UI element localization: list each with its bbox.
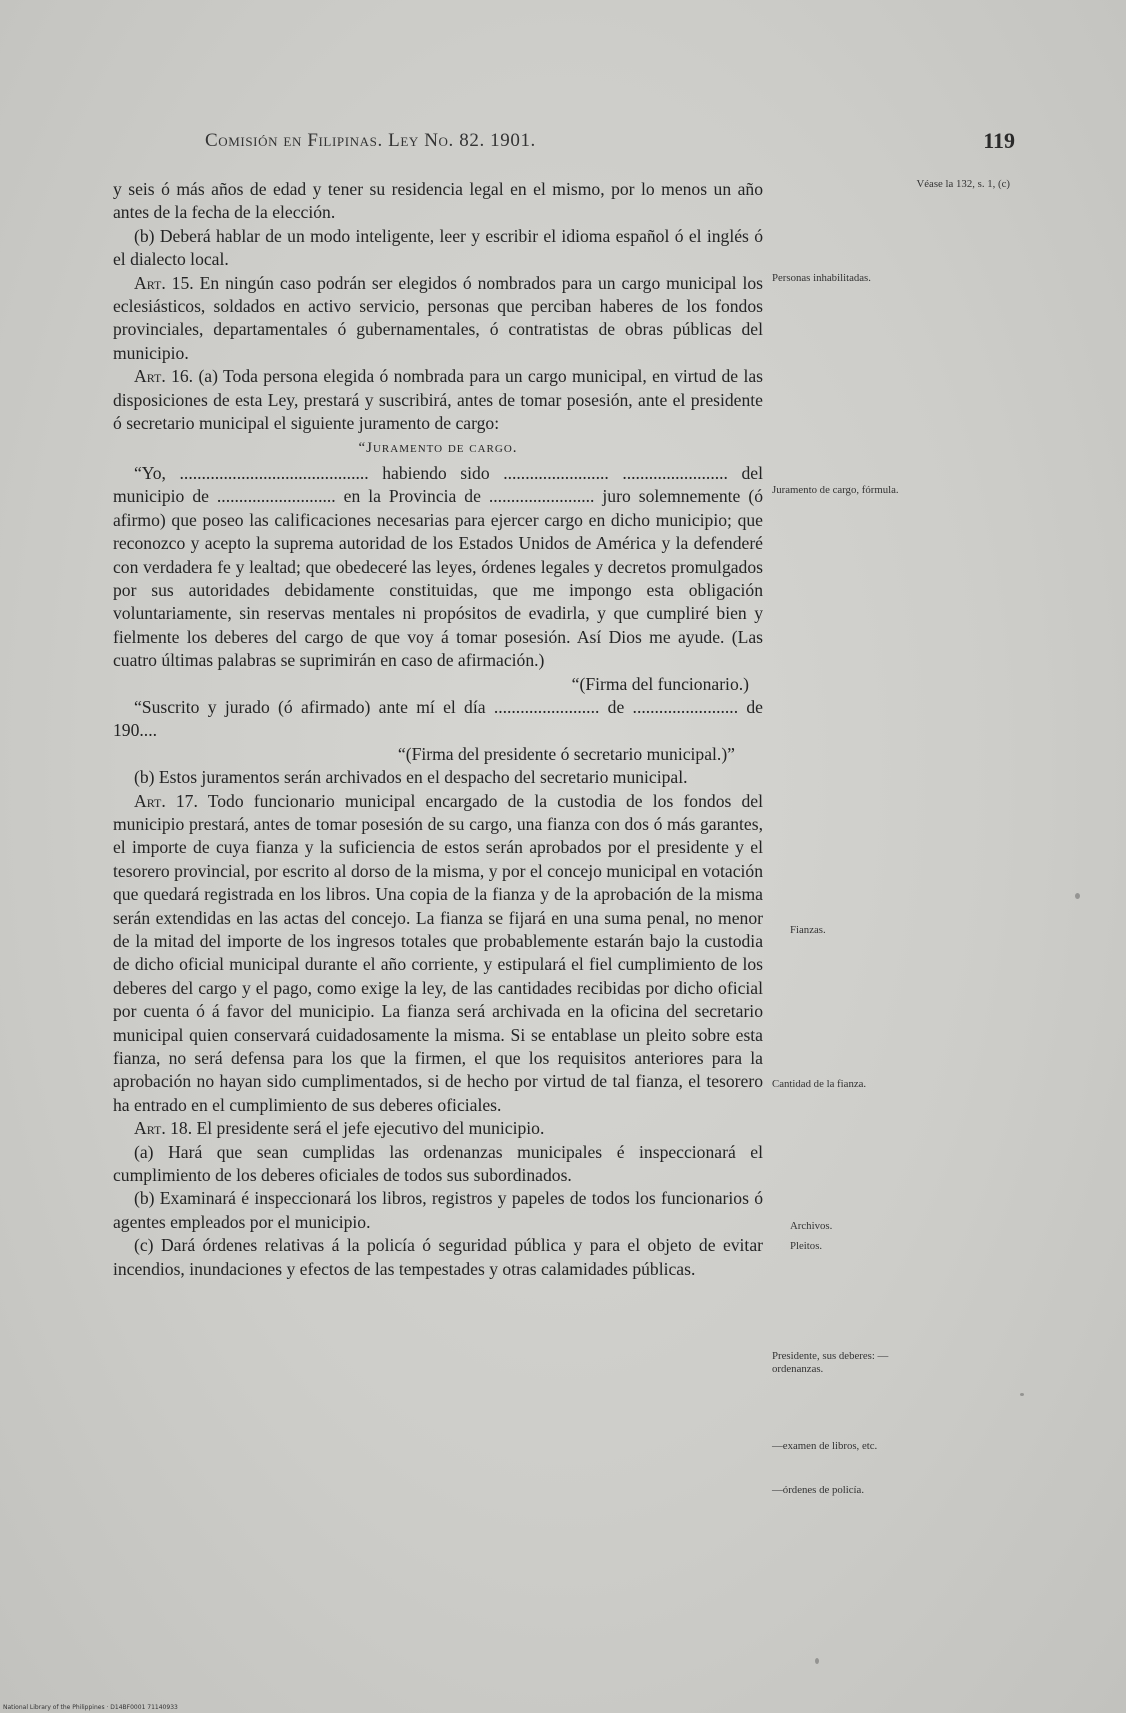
margin-note-archivos: Archivos. xyxy=(790,1220,833,1232)
oath-text: “Yo, ........................................... habiendo sido ........................ ........................ del municipio de ........................... en la Provincia de ........................ juro solemnemente (ó afirmo) que poseo las calificaciones necesarias para ejercer cargo en dicho municipio; que reconozco y acepto la suprema autoridad de los Estados Unidos de América y la defenderé con verdadera fe y lealtad; que obedeceré las leyes, órdenes legales y decretos promulgados por sus autoridades debidamente constituidas, que me impongo esta obligación voluntariamente, sin reservas mentales ni propósitos de evadirla, y que cumpliré bien y fielmente los deberes del cargo de que voy á tomar posesión. Así Dios me ayude. (Las cuatro últimas palabras se suprimirán en caso de afirmación.) xyxy=(113,462,763,671)
article-16-label: Art. 16. xyxy=(134,366,194,387)
margin-note-ordenes: —órdenes de policía. xyxy=(772,1484,865,1496)
margin-note-cantidad: Cantidad de la fianza. xyxy=(772,1078,867,1090)
article-15-text: En ningún caso podrán ser elegidos ó nombrados para un cargo municipal los eclesiásticos, soldados en activo servicio, personas que perciban haberes de los fondos provinciales, departamentales ó gubernamentales, ó contratistas de obras públicas del municipio. xyxy=(113,272,763,363)
oath-sworn-line: “Suscrito y jurado (ó afirmado) ante mí el día ........................ de ........................ de 190.... xyxy=(113,696,763,741)
margin-note-vease: Véase la 132, s. 1, (c) xyxy=(916,178,1010,190)
article-18 xyxy=(113,1117,763,1140)
article-15-label: Art. 15. xyxy=(134,272,194,293)
ink-speck xyxy=(815,1658,819,1664)
oath-signature-official: “(Firma del funcionario.) xyxy=(571,673,749,694)
body-text xyxy=(113,178,763,1281)
margin-note-presidente: Presidente, sus deberes: —ordenanzas. xyxy=(772,1350,889,1375)
margin-note-fianzas: Fianzas. xyxy=(790,924,826,936)
article-17-label: Art. 17. xyxy=(134,790,198,811)
paragraph-18a: (a) Hará que sean cumplidas las ordenanzas municipales é inspeccionará el cumplimiento de los deberes oficiales de todos sus subordinados. xyxy=(113,1141,763,1186)
article-16 xyxy=(113,365,763,435)
article-17 xyxy=(113,790,763,1118)
article-15 xyxy=(113,272,763,366)
paragraph-16b: (b) Estos juramentos serán archivados en el despacho del secretario municipal. xyxy=(134,767,688,788)
margin-note-personas: Personas inhabilitadas. xyxy=(772,272,871,284)
oath-signature-president: “(Firma del presidente ó secretario municipal.)” xyxy=(397,743,735,764)
scan-credit: National Library of the Philippines · D14BF0001 71140933 xyxy=(3,1704,178,1711)
margin-note-examen: —examen de libros, etc. xyxy=(772,1440,878,1452)
paragraph-18b: (b) Examinará é inspeccionará los libros, registros y papeles de todos los funcionarios ó agentes empleados por el municipio. xyxy=(113,1188,763,1232)
article-16-text: (a) Toda persona elegida ó nombrada para un cargo municipal, en virtud de las disposiciones de esta Ley, prestará y suscribirá, antes de tomar posesión, ante el presidente ó secretario municipal el siguiente juramento de cargo: xyxy=(113,366,764,434)
article-18-text: El presidente será el jefe ejecutivo del municipio. xyxy=(196,1118,545,1139)
article-18-label: Art. 18. xyxy=(134,1118,193,1139)
margin-note-pleitos: Pleitos. xyxy=(790,1240,823,1252)
oath-heading: “Juramento de cargo. xyxy=(358,440,518,457)
ink-speck xyxy=(1020,1393,1024,1396)
ink-speck xyxy=(1075,893,1080,899)
paragraph-continuation: y seis ó más años de edad y tener su residencia legal en el mismo, por lo menos un año antes de la fecha de la elección. xyxy=(113,179,763,223)
paragraph-18c: (c) Dará órdenes relativas á la policía ó seguridad pública y para el objeto de evitar incendios, inundaciones y efectos de las tempestades y otras calamidades públicas. xyxy=(113,1235,763,1279)
page-number: 119 xyxy=(983,128,1015,153)
running-title: Comisión en Filipinas. Ley No. 82. 1901. xyxy=(205,130,536,151)
paragraph-b-language: (b) Deberá hablar de un modo inteligente, leer y escribir el idioma español ó el inglés ó el dialecto local. xyxy=(113,225,763,270)
margin-note-juramento: Juramento de cargo, fórmula. xyxy=(772,484,899,496)
article-17-text: Todo funcionario municipal encargado de la custodia de los fondos del municipio prestará, antes de tomar posesión de su cargo, una fianza con dos ó más garantes, el importe de cuya fianza y la suficiencia de estos serán aprobados por el presidente y el tesorero provincial, por escrito al dorso de la misma, y por el concejo municipal en votación que quedará registrada en los libros. Una copia de la fianza y de la aprobación de la misma serán extendidas en las actas del concejo. La fianza se fijará en una suma penal, no menor de la mitad del importe de los ingresos totales que probablemente estarán bajo la custodia de dicho oficial municipal durante el año corriente, y estipulará el fiel cumplimiento de los deberes del cargo y el pago, como exige la ley, de las cantidades recibidas por dicho oficial por cuenta ó á favor del municipio. La fianza será archivada en la oficina del secretario municipal quien conservará cuidadosamente la misma. Si se entablase un pleito sobre esta fianza, no será defensa para los que la firmen, el que los requisitos anteriores para la aprobación no hayan sido cumplimentados, si de hecho por virtud de tal fianza, el tesorero ha entrado en el cumplimiento de sus deberes oficiales. xyxy=(113,790,763,1115)
page-header xyxy=(205,128,1015,158)
